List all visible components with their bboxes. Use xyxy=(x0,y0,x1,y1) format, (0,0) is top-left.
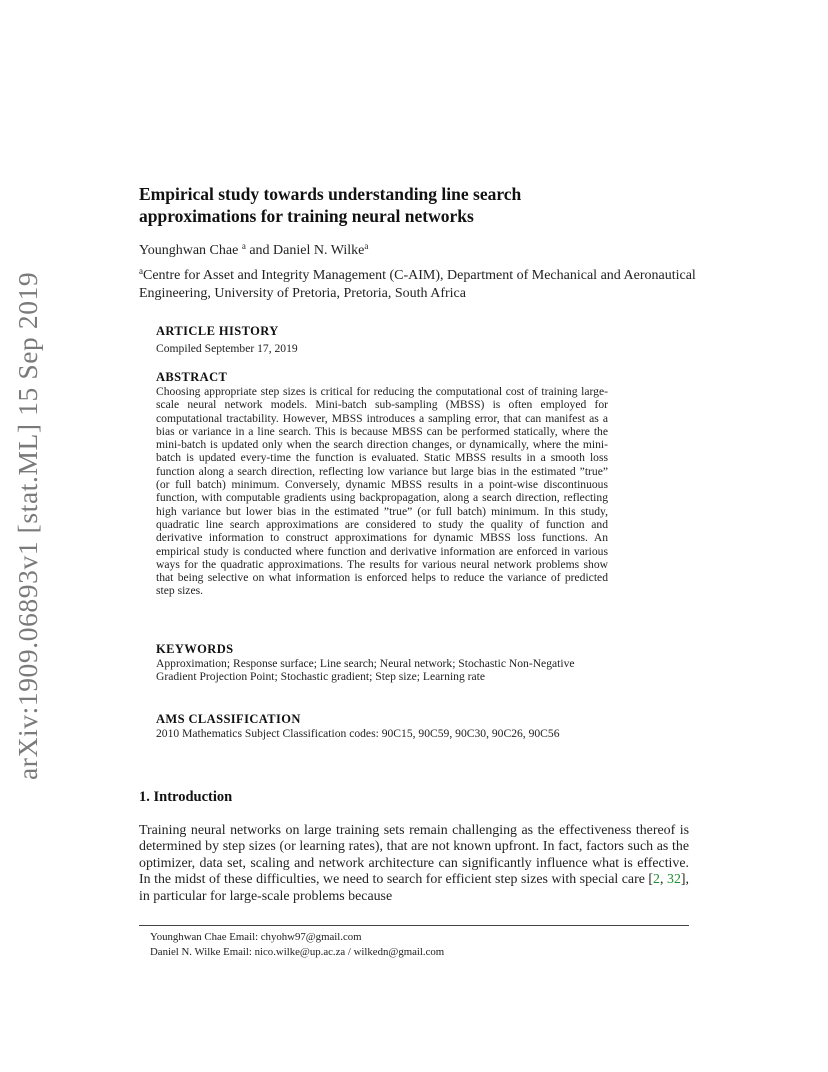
ams-text: 2010 Mathematics Subject Classification codes: 90C15, 90C59, 90C30, 90C26, 90C56 xyxy=(156,727,560,740)
ams-heading: AMS CLASSIFICATION xyxy=(156,712,301,726)
ams-section xyxy=(156,712,608,740)
intro-text-before: Training neural networks on large training sets remain challenging as the effectiveness thereof is determined by step sizes (or learning rates), that are not known upfront. In fact, factors such as the optimizer, data set, scaling and network architecture can significantly influence what is effective. In the midst of these difficulties, we need to search for efficient step sizes with special care [ xyxy=(139,823,689,888)
author-1-affil-mark: a xyxy=(241,241,246,251)
affiliation xyxy=(139,267,699,303)
footnote-2: Daniel N. Wilke Email: nico.wilke@up.ac.za / wilkedn@gmail.com xyxy=(150,946,445,958)
footnote-1: Younghwan Chae Email: chyohw97@gmail.com xyxy=(150,931,362,943)
keywords-heading: KEYWORDS xyxy=(156,642,234,656)
citation-link-32[interactable]: 32 xyxy=(667,872,681,888)
author-2: and Daniel N. Wilke xyxy=(249,243,365,258)
keywords-section xyxy=(156,642,608,684)
author-1: Younghwan Chae xyxy=(139,243,239,258)
abstract-heading: ABSTRACT xyxy=(156,370,228,384)
article-history-heading: ARTICLE HISTORY xyxy=(156,324,279,338)
footnote-rule xyxy=(139,925,689,926)
paper-title xyxy=(139,183,699,227)
intro-text-after: ], in particular for large-scale problems because xyxy=(139,872,689,904)
abstract-section xyxy=(156,370,608,598)
article-history-text: Compiled September 17, 2019 xyxy=(156,342,298,355)
arxiv-stamp: arXiv:1909.06893v1 [stat.ML] 15 Sep 2019 xyxy=(12,271,43,780)
citation-separator: , xyxy=(660,872,667,888)
affiliation-text: Centre for Asset and Integrity Management (C-AIM), Department of Mechanical and Aeronautical Engineering, University of Pretoria, Pretoria, South Africa xyxy=(139,268,696,301)
author-2-affil-mark: a xyxy=(364,241,369,251)
keywords-text: Approximation; Response surface; Line search; Neural network; Stochastic Non-Negative Gradient Projection Point; Stochastic gradient; Step size; Learning rate xyxy=(156,657,575,684)
article-history-section xyxy=(156,324,608,355)
citation-link-2[interactable]: 2 xyxy=(653,872,660,888)
introduction-heading: 1. Introduction xyxy=(139,789,233,805)
title-line-1: Empirical study towards understanding line search xyxy=(139,184,522,204)
author-list xyxy=(139,243,368,259)
introduction-paragraph xyxy=(139,823,689,905)
abstract-text: Choosing appropriate step sizes is critical for reducing the computational cost of training large-scale neural network models. Mini-batch sub-sampling (MBSS) is often employed for computational tractability. However, MBSS introduces a sampling error, that can manifest as a bias or variance in a line search. This is because MBSS can be performed statically, where the mini-batch is updated only when the search direction changes, or dynamically, where the mini-batch is updated every-time the function is evaluated. Static MBSS results in a smooth loss function along a search direction, reflecting low variance but large bias in the estimated ”true” (or full batch) minimum. Conversely, dynamic MBSS results in a point-wise discontinuous function, with computable gradients using backpropagation, along a search direction, reflecting high variance but lower bias in the estimated ”true” (or full batch) minimum. In this study, quadratic line search approximations are considered to study the quality of function and derivative information to construct approximations for dynamic MBSS loss functions. An empirical study is conducted where function and derivative information are enforced in various ways for the quadratic approximations. The results for various neural network problems show that being selective on what information is enforced helps to reduce the variance of predicted step sizes. xyxy=(156,385,608,598)
title-line-2: approximations for training neural networks xyxy=(139,206,474,226)
affiliation-mark: a xyxy=(139,266,143,276)
